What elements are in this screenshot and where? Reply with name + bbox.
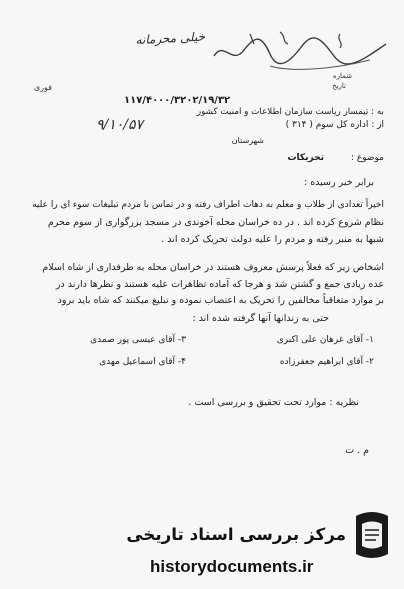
sender-line: از : اداره کل سوم ( ۳۱۴ ) xyxy=(285,120,384,130)
handwritten-classification: خیلی محرمانه xyxy=(135,29,206,48)
date-label: تاریخ xyxy=(332,82,346,90)
number-label: شماره xyxy=(332,72,352,80)
body-line: نظام شروع کرده اند . در ده خراسان محله آخوندی در مسجد بزرگواری از سوم محرم xyxy=(47,217,384,228)
city-label: شهرستان xyxy=(231,136,264,145)
opinion-line: نظریه : موارد تحت تحقیق و بررسی است . xyxy=(188,397,359,408)
body-line: اشخاص زیر که فعلاً پرسش معروف هستند در خراسان محله به طرفداری از شاه اسلام xyxy=(42,262,384,273)
recipient-line: به : تیمسار ریاست سازمان اطلاعات و امنیت کشور xyxy=(196,107,384,117)
body-line: شبها به منبر رفته و مردم را علیه دولت تحریک کرده اند . xyxy=(161,234,384,245)
subject-label: موضوع : xyxy=(350,153,384,163)
signature-initials: م . ت xyxy=(345,445,369,456)
body-line: اخیراً تعدادی از طلاب و معلم به دهات اطراف رفته و در تماس با مردم تبلیغات سوء ای را علیه xyxy=(32,200,384,210)
person-name: ۳- آقای عیسی پور صمدی xyxy=(90,335,186,345)
person-name: ۲- آقای ابراهیم جعفرزاده xyxy=(279,357,374,367)
body-line: بر موارد متعاقباً مخالفین را تحریک به اعتصاب نموده و تبلیغ میکنند که شاه باید برود xyxy=(57,295,384,306)
body-line: عده زیادی جمع و گشتن شد و هرجا که آماده تظاهرات علیه هستند و نظرها دارند در xyxy=(55,279,384,290)
document-number: ۱۱۷/۴۰۰۰/۳۲۰۲/۱۹/۳۲ xyxy=(124,95,231,106)
person-name: ۱- آقای غرهان علی اکبری xyxy=(276,335,374,345)
priority-label: فوری xyxy=(33,83,52,92)
subject-value: تحریکات xyxy=(287,153,324,163)
body-intro: برابر خبر رسیده : xyxy=(303,177,374,188)
body-line: حتی به زندانها آنها گرفته شده اند : xyxy=(192,313,329,324)
person-name: ۴- آقای اسماعیل مهدی xyxy=(99,357,186,367)
handwritten-date: ۹/۱۰/۵۷ xyxy=(96,117,144,133)
watermark-org-name: مرکز بررسی اسناد تاریخی xyxy=(126,524,346,544)
handwritten-scrawl xyxy=(210,26,390,74)
watermark-site: historydocuments.ir xyxy=(150,557,314,576)
archive-scroll-icon xyxy=(350,510,394,562)
